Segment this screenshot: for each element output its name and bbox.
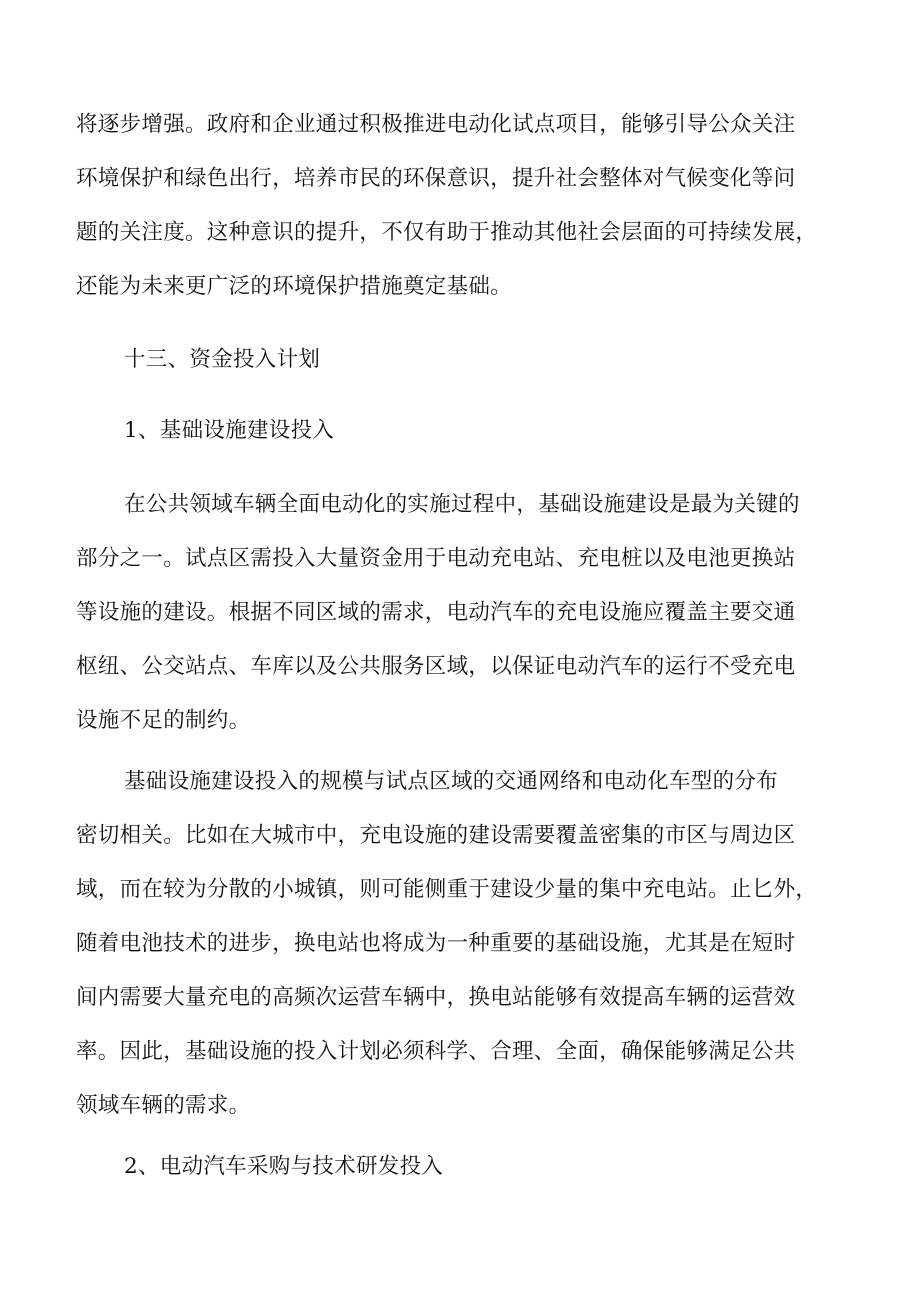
paragraph-line: 领域车辆的需求。 xyxy=(76,1093,251,1118)
paragraph-line: 在公共领域车辆全面电动化的实施过程中，基础设施建设是最为关键的 xyxy=(124,492,800,517)
paragraph-line: 枢纽、公交站点、车库以及公共服务区域，以保证电动汽车的运行不受充电 xyxy=(76,654,796,679)
paragraph-line: 还能为未来更广泛的环境保护措施奠定基础。 xyxy=(76,274,513,299)
subsection-heading: 1、基础设施建设投入 xyxy=(124,418,335,443)
paragraph-line: 题的关注度。这种意识的提升，不仅有助于推动其他社会层面的可持续发展， xyxy=(76,220,818,245)
paragraph-line: 将逐步增强。政府和企业通过积极推进电动化试点项目，能够引导公众关注 xyxy=(76,112,796,137)
paragraph-line: 率。因此，基础设施的投入计划必须科学、合理、全面，确保能够满足公共 xyxy=(76,1039,796,1064)
paragraph-line: 密切相关。比如在大城市中，充电设施的建设需要覆盖密集的市区与周边区 xyxy=(76,823,796,848)
paragraph-line: 部分之一。试点区需投入大量资金用于电动充电站、充电桩以及电池更换站 xyxy=(76,546,796,571)
paragraph-line: 设施不足的制约。 xyxy=(76,708,251,733)
paragraph-line: 域，而在较为分散的小城镇，则可能侧重于建设少量的集中充电站。止匕外， xyxy=(76,877,818,902)
paragraph-line: 环境保护和绿色出行，培养市民的环保意识，提升社会整体对气候变化等问 xyxy=(76,166,796,191)
subsection-heading: 2、电动汽车采购与技术研发投入 xyxy=(124,1154,444,1179)
paragraph-line: 间内需要大量充电的高频次运营车辆中，换电站能够有效提高车辆的运营效 xyxy=(76,985,796,1010)
paragraph-line: 等设施的建设。根据不同区域的需求，电动汽车的充电设施应覆盖主要交通 xyxy=(76,600,796,625)
paragraph-line: 随着电池技术的进步，换电站也将成为一种重要的基础设施，尤其是在短时 xyxy=(76,931,796,956)
paragraph-line: 基础设施建设投入的规模与试点区域的交通网络和电动化车型的分布 xyxy=(124,769,779,794)
section-heading: 十三、资金投入计划 xyxy=(124,347,321,372)
